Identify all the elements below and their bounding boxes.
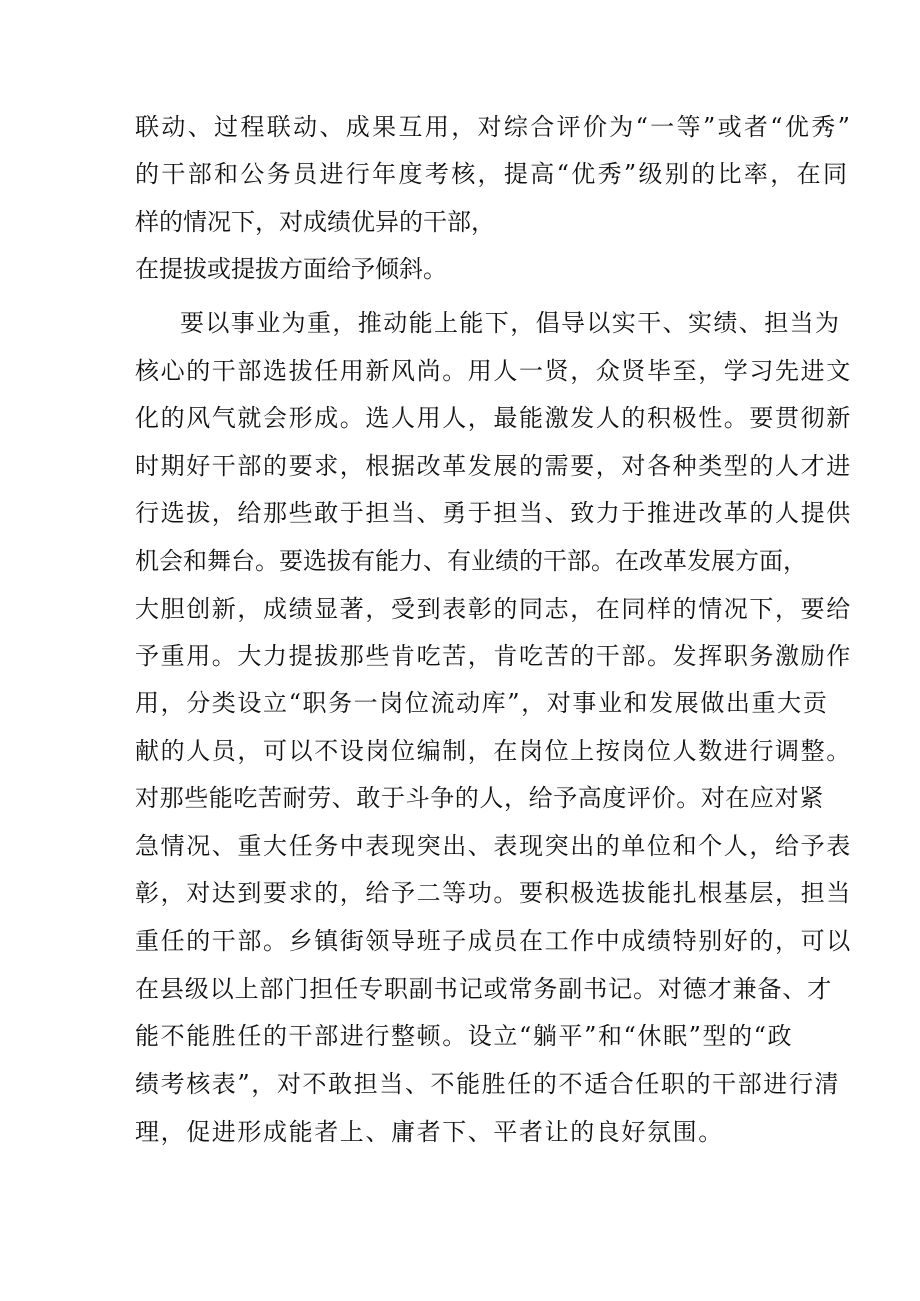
text-line: 予重用。大力提拔那些肯吃苦，肯吃苦的干部。发挥职务激励作 bbox=[135, 642, 852, 670]
text-line: 在提拔或提拔方面给予倾斜。 bbox=[135, 255, 447, 283]
text-line: 急情况、重大任务中表现突出、表现突出的单位和个人，给予表 bbox=[135, 832, 852, 860]
text-line: 能不能胜任的干部进行整顿。设立“躺平”和“休眠”型的“政 bbox=[135, 1022, 794, 1050]
text-line: 大胆创新，成绩显著，受到表彰的同志，在同样的情况下，要给 bbox=[135, 595, 852, 623]
text-line: 化的风气就会形成。选人用人，最能激发人的积极性。要贯彻新 bbox=[135, 404, 852, 432]
paragraph-first-line: 要以事业为重，推动能上能下，倡导以实干、实绩、担当为 bbox=[180, 309, 841, 337]
text-line: 对那些能吃苦耐劳、敢于斗争的人，给予高度评价。对在应对紧 bbox=[135, 784, 824, 812]
text-line: 样的情况下，对成绩优异的干部， bbox=[135, 208, 495, 236]
text-line: 重任的干部。乡镇街领导班子成员在工作中成绩特别好的，可以 bbox=[135, 927, 852, 955]
text-line: 在县级以上部门担任专职副书记或常务副书记。对德才兼备、才 bbox=[135, 975, 833, 1003]
text-line: 的干部和公务员进行年度考核，提高“优秀”级别的比率，在同 bbox=[135, 160, 850, 188]
text-line: 献的人员，可以不设岗位编制，在岗位上按岗位人数进行调整。 bbox=[135, 737, 852, 765]
text-line: 时期好干部的要求，根据改革发展的需要，对各种类型的人才进 bbox=[135, 452, 852, 480]
text-line: 核心的干部选拔任用新风尚。用人一贤，众贤毕至，学习先进文 bbox=[135, 357, 852, 385]
text-line: 理，促进形成能者上、庸者下、平者让的良好氛围。 bbox=[135, 1118, 724, 1146]
text-line: 联动、过程联动、成果互用，对综合评价为“一等”或者“优秀” bbox=[135, 113, 853, 141]
text-line: 机会和舞台。要选拔有能力、有业绩的干部。在改革发展方面， bbox=[135, 547, 807, 575]
text-line: 彰，对达到要求的，给予二等功。要积极选拔能扎根基层，担当 bbox=[135, 879, 852, 907]
text-line: 用，分类设立“职务一岗位流动库”，对事业和发展做出重大贡 bbox=[135, 689, 829, 717]
text-line: 绩考核表”，对不敢担当、不能胜任的不适合任职的干部进行清 bbox=[135, 1070, 841, 1098]
text-line: 行选拔，给那些敢于担当、勇于担当、致力于推进改革的人提供 bbox=[135, 499, 852, 527]
